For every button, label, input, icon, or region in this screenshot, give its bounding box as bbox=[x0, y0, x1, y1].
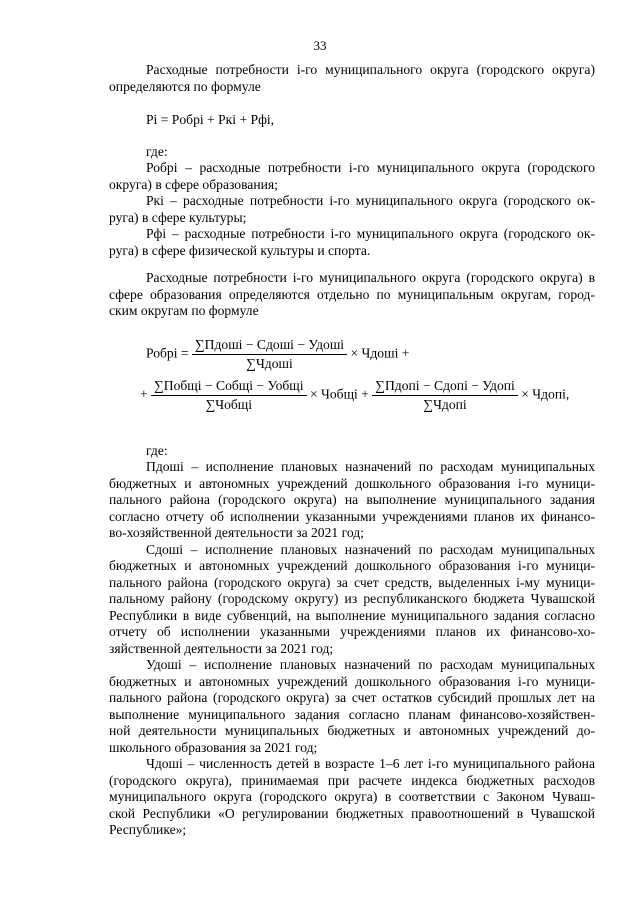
definition-line: Сдошi – исполнение плановых назначений по расходам муниципальных bbox=[146, 541, 595, 557]
fraction-general bbox=[151, 378, 306, 413]
definition-block-pdosh bbox=[109, 459, 595, 542]
definition-line: (городского округа), принимаемая при расчете индекса бюджетных расходов bbox=[109, 772, 595, 788]
formula-term: × Чобщi + bbox=[309, 386, 369, 402]
definition-line: пальному району (городскому округу) из республиканского бюджета Чувашской bbox=[109, 591, 595, 606]
definitions-list-1 bbox=[109, 160, 595, 259]
definition-line: Робрi – расходные потребности i-го муниципального округа (городского bbox=[146, 160, 595, 175]
formula-term: × Чдошi + bbox=[350, 345, 410, 361]
definition-line: ной деятельности муниципальных бюджетных и автономных учреждений до- bbox=[109, 723, 595, 738]
definition-line: Удошi – исполнение плановых назначений по расходам муниципальных bbox=[146, 657, 595, 672]
fraction-numerator: ∑Пдопi − Сдопi − Удопi bbox=[372, 378, 518, 396]
definition-line: согласно отчету об исполнении указанными учреждениями планов их финансо- bbox=[109, 508, 595, 524]
fraction-denominator: ∑Чобщi bbox=[205, 397, 253, 412]
formula-total: Pi = Pобрi + Pкi + Pфi, bbox=[146, 112, 275, 127]
definition-line: бюджетных и автономных учреждений дошкольного образования i-го муници- bbox=[109, 475, 595, 491]
definition-line: округа) в сфере образования; bbox=[109, 176, 278, 192]
definition-line: выполнение муниципального задания согласно планам финансово-хозяйствен- bbox=[109, 706, 595, 722]
definition-line: Республики в виде субвенций, на выполнение муниципального задания согласно bbox=[109, 607, 595, 623]
definitions-list-2 bbox=[109, 459, 595, 839]
definition-line: бюджетных и автономных учреждений дошкольного образования i-го муници- bbox=[109, 673, 595, 689]
formula-lhs: Робрi = bbox=[146, 345, 189, 361]
intro-paragraph bbox=[109, 62, 595, 95]
definition-line: руга) в сфере культуры; bbox=[109, 209, 247, 225]
formula-education-line2 bbox=[140, 378, 569, 413]
definition-block-chdosh bbox=[109, 756, 595, 839]
fraction-numerator: ∑Побщi − Cобщi − Уобщi bbox=[151, 378, 306, 396]
definition-line: ской Республики «О регулировании бюджетных правоотношений в Чувашской bbox=[109, 805, 595, 821]
definition-line: пального района (городского округа) на выполнение муниципального задания bbox=[109, 492, 595, 507]
text-line: Расходные потребности i-го муниципального округа (городского округа) в bbox=[146, 270, 595, 285]
definition-line: отчету об исполнении указанными учреждениями планов их финансово-хо- bbox=[109, 624, 595, 639]
fraction-denominator: ∑Чдошi bbox=[246, 356, 293, 371]
definition-block-udosh bbox=[109, 657, 595, 756]
definition-line: пального района (городского округа) за счет средств, выделенных i-му муници- bbox=[109, 574, 595, 590]
plus-sign: + bbox=[140, 386, 148, 402]
definition-line: школьного образования за 2021 год; bbox=[109, 739, 318, 755]
definition-line: руга) в сфере физической культуры и спорта. bbox=[109, 242, 371, 258]
text-line: ским округам по формуле bbox=[109, 303, 259, 318]
page-number: 33 bbox=[313, 38, 327, 53]
fraction-denominator: ∑Чдопi bbox=[423, 397, 467, 412]
text-line: Расходные потребности i-го муниципального округа (городского округа) bbox=[146, 62, 595, 77]
text-line: сфере образования определяются отдельно по муниципальным округам, город- bbox=[109, 286, 595, 302]
definition-line: во-хозяйственной деятельности за 2021 год; bbox=[109, 525, 364, 540]
definition-line: зяйственной деятельности за 2021 год; bbox=[109, 640, 334, 656]
where-label-2: где: bbox=[146, 443, 168, 458]
definition-line: Ркi – расходные потребности i-го муниципального округа (городского ок- bbox=[146, 193, 595, 208]
where-label: где: bbox=[146, 144, 168, 159]
definition-line: пального района (городского округа) за счет остатков субсидий прошлых лет на bbox=[109, 690, 595, 705]
definition-line: Республике»; bbox=[109, 822, 187, 837]
text-line: определяются по формуле bbox=[109, 78, 261, 94]
definition-line: Пдошi – исполнение плановых назначений по расходам муниципальных bbox=[146, 459, 595, 474]
definition-line: Чдошi – численность детей в возрасте 1–6 лет i-го муниципального района bbox=[146, 756, 595, 771]
definition-line: Рфi – расходные потребности i-го муниципального округа (городского ок- bbox=[146, 226, 595, 241]
definition-block-sdosh bbox=[109, 542, 595, 658]
fraction-additional bbox=[372, 378, 518, 413]
fraction-numerator: ∑Пдошi − Сдошi − Удошi bbox=[192, 337, 347, 355]
formula-term: × Чдопi, bbox=[521, 386, 570, 402]
definition-line: бюджетных и автономных учреждений дошкольного образования i-го муници- bbox=[109, 558, 595, 573]
formula-education-line1 bbox=[146, 337, 409, 372]
education-paragraph bbox=[109, 270, 595, 320]
fraction-preschool bbox=[192, 337, 347, 372]
definition-line: муниципального округа (городского округа) в соответствии с Законом Чуваш- bbox=[109, 789, 595, 804]
